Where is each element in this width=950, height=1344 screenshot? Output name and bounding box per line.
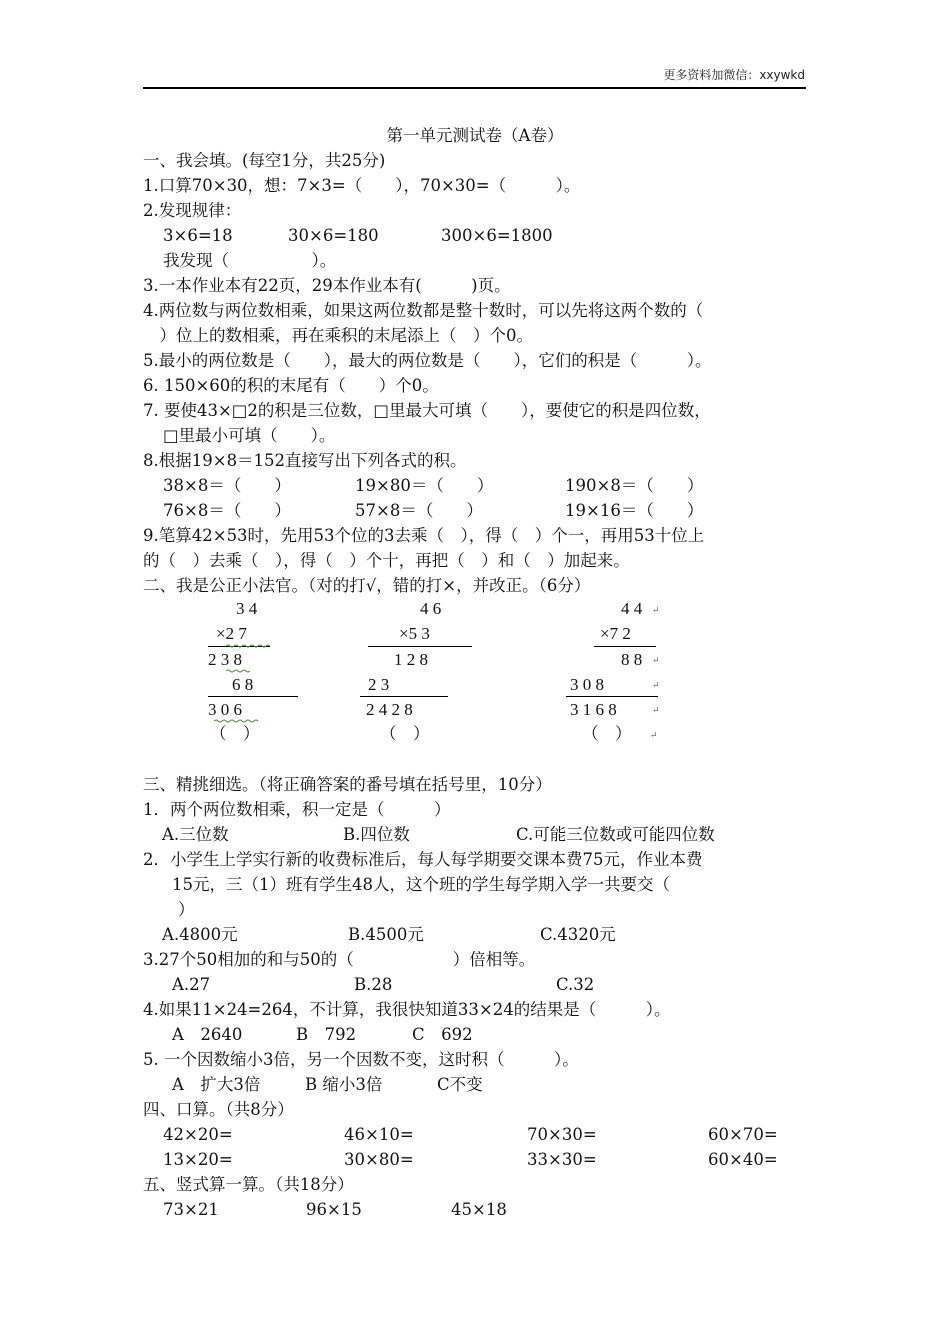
paragraph-mark: ↵	[650, 731, 658, 741]
sec4-heading: 四、口算。（共8分）	[143, 1100, 294, 1119]
sec1-q8: 8.根据19×8＝152直接写出下列各式的积。	[143, 451, 467, 470]
sec3-q5-opt-c: C不变	[437, 1075, 483, 1094]
sec1-q9-line2: 的（ ）去乘（ ），得（ ）个十，再把（ ）和（ ）加起来。	[143, 551, 630, 570]
sec3-q2-line1: 2．小学生上学实行新的收费标准后，每人每学期要交课本费75元，作业本费	[143, 850, 703, 869]
sec3-q5-opt-a: A 扩大3倍	[172, 1075, 261, 1094]
sec1-q7-line2: □里最小可填（ ）。	[163, 426, 336, 445]
sec1-q3: 3.一本作业本有22页，29本作业本有( )页。	[143, 276, 511, 295]
sec3-q3-opt-a: A.27	[172, 975, 211, 994]
calc3-rule2	[566, 696, 658, 697]
calc1-row1: 3 4	[236, 599, 258, 618]
sec4-r1-c3: 70×30=	[527, 1125, 597, 1144]
sec3-q3: 3.27个50相加的和与50的（ ）倍相等。	[143, 950, 536, 969]
calc2-answer-paren: （ ）	[380, 724, 430, 743]
sec3-q1-opt-b: B.四位数	[343, 825, 410, 844]
paragraph-mark: ↵	[652, 706, 660, 716]
sec4-r2-c3: 33×30=	[527, 1150, 597, 1169]
calc2-rule2	[360, 696, 448, 697]
sec1-q8-r2-c2: 57×8＝（ ）	[355, 501, 483, 520]
calc1-row4: 6 8	[232, 675, 254, 694]
calc1-row5: 3 0 6	[208, 700, 242, 719]
sec1-q8-r1-c1: 38×8＝（ ）	[163, 476, 291, 495]
sec1-q2-b: 30×6=180	[288, 226, 379, 245]
sec4-r2-c4: 60×40=	[708, 1150, 778, 1169]
sec3-q1-opt-c: C.可能三位数或可能四位数	[516, 825, 715, 844]
sec1-q8-r1-c2: 19×80＝（ ）	[355, 476, 494, 495]
sec5-item-1: 73×21	[163, 1200, 219, 1219]
calc3-row5: 3 1 6 8	[570, 700, 617, 719]
sec4-r2-c1: 13×20=	[163, 1150, 233, 1169]
calc2-row2: ×5 3	[399, 624, 430, 643]
sec4-r1-c2: 46×10=	[344, 1125, 414, 1144]
calc3-row1: 4 4	[621, 599, 643, 618]
calc1-row3: 2 3 8	[208, 650, 242, 669]
sec3-heading: 三、精挑细选。（将正确答案的番号填在括号里，10分）	[143, 775, 552, 794]
calc1-row2: ×2 7	[216, 624, 247, 643]
paragraph-mark: ↵	[652, 681, 660, 691]
sec1-q8-r1-c3: 190×8＝（ ）	[565, 476, 704, 495]
sec1-q2-c: 300×6=1800	[441, 226, 553, 245]
sec3-q2-opt-c: C.4320元	[540, 925, 616, 944]
sec4-r1-c1: 42×20=	[163, 1125, 233, 1144]
sec3-q4-opt-b: B 792	[296, 1025, 357, 1044]
calc1-rule2	[208, 696, 298, 697]
sec1-q1: 1.口算70×30，想：7×3=（ ），70×30=（ ）。	[143, 176, 581, 195]
sec3-q2-opt-b: B.4500元	[348, 925, 424, 944]
sec3-q5: 5. 一个因数缩小3倍，另一个因数不变，这时积（ ）。	[143, 1050, 579, 1069]
calc2-row3: 1 2 8	[394, 650, 428, 669]
calc3-row4: 3 0 8	[570, 675, 604, 694]
sec4-r1-c4: 60×70=	[708, 1125, 778, 1144]
sec1-q8-r2-c1: 76×8＝（ ）	[163, 501, 291, 520]
calc2-row1: 4 6	[420, 599, 442, 618]
sec3-q2-line3: ）	[178, 900, 195, 919]
sec1-q2-a: 3×6=18	[163, 226, 233, 245]
sec1-q8-r2-c3: 19×16＝（ ）	[565, 501, 704, 520]
calc3-row2: ×7 2	[600, 624, 631, 643]
sec1-q4-line1: 4.两位数与两位数相乘，如果这两位数都是整十数时，可以先将这两个数的（	[143, 301, 704, 320]
calc2-row5: 2 4 2 8	[366, 700, 413, 719]
sec1-q2: 2.发现规律：	[143, 201, 242, 220]
header-rule	[143, 87, 806, 89]
calc3-row3: 8 8	[621, 650, 643, 669]
sec1-q2-found: 我发现（ ）。	[163, 251, 337, 270]
paragraph-mark: ↵	[652, 606, 660, 616]
sec1-q5: 5.最小的两位数是（ ），最大的两位数是（ ），它们的积是（ ）。	[143, 351, 712, 370]
sec3-q3-opt-c: C.32	[556, 975, 595, 994]
sec3-q4-opt-c: C 692	[412, 1025, 473, 1044]
sec3-q1-opt-a: A.三位数	[162, 825, 229, 844]
sec3-q4: 4.如果11×24=264，不计算，我很快知道33×24的结果是（ ）。	[143, 1000, 671, 1019]
calc2-rule1	[368, 646, 472, 647]
paragraph-mark: ↵	[652, 656, 660, 666]
sec3-q5-opt-b: B 缩小3倍	[305, 1075, 383, 1094]
sec1-q9-line1: 9.笔算42×53时，先用53个位的3去乘（ ），得（ ）个一，再用53十位上	[143, 526, 705, 545]
sec1-q7-line1: 7. 要使43×□2的积是三位数，□里最大可填（ ），要使它的积是四位数，	[143, 401, 711, 420]
sec3-q2-line2: 15元，三（1）班有学生48人，这个班的学生每学期入学一共要交（	[172, 875, 670, 894]
sec5-item-2: 96×15	[306, 1200, 362, 1219]
calc2-row4: 2 3	[368, 675, 390, 694]
calc1-wavy-mark3	[214, 719, 260, 723]
sec3-q1: 1．两个两位数相乘，积一定是（ ）	[143, 800, 451, 819]
sec3-q2-opt-a: A.4800元	[162, 925, 238, 944]
calc1-wavy-mark1	[226, 644, 270, 648]
calc1-answer-paren: （ ）	[210, 724, 260, 743]
sec3-q3-opt-b: B.28	[354, 975, 393, 994]
sec2-heading: 二、我是公正小法官。（对的打√，错的打×，并改正。（6分）	[143, 576, 591, 595]
header-note: 更多资料加微信：xxywkd	[663, 68, 805, 82]
calc3-rule1	[594, 646, 656, 647]
sec1-heading: 一、我会填。(每空1分，共25分)	[143, 151, 386, 170]
page-title: 第一单元测试卷（A卷）	[386, 126, 564, 145]
sec1-q6: 6. 150×60的积的末尾有（ ）个0。	[143, 376, 439, 395]
calc3-answer-paren: （ ）	[582, 724, 632, 743]
calc1-wavy-mark2	[226, 669, 250, 673]
sec5-heading: 五、竖式算一算。（共18分）	[143, 1175, 354, 1194]
sec5-item-3: 45×18	[451, 1200, 507, 1219]
sec4-r2-c2: 30×80=	[344, 1150, 414, 1169]
sec3-q4-opt-a: A 2640	[172, 1025, 243, 1044]
sec1-q4-line2: ）位上的数相乘，再在乘积的末尾添上（ ）个0。	[143, 326, 533, 345]
